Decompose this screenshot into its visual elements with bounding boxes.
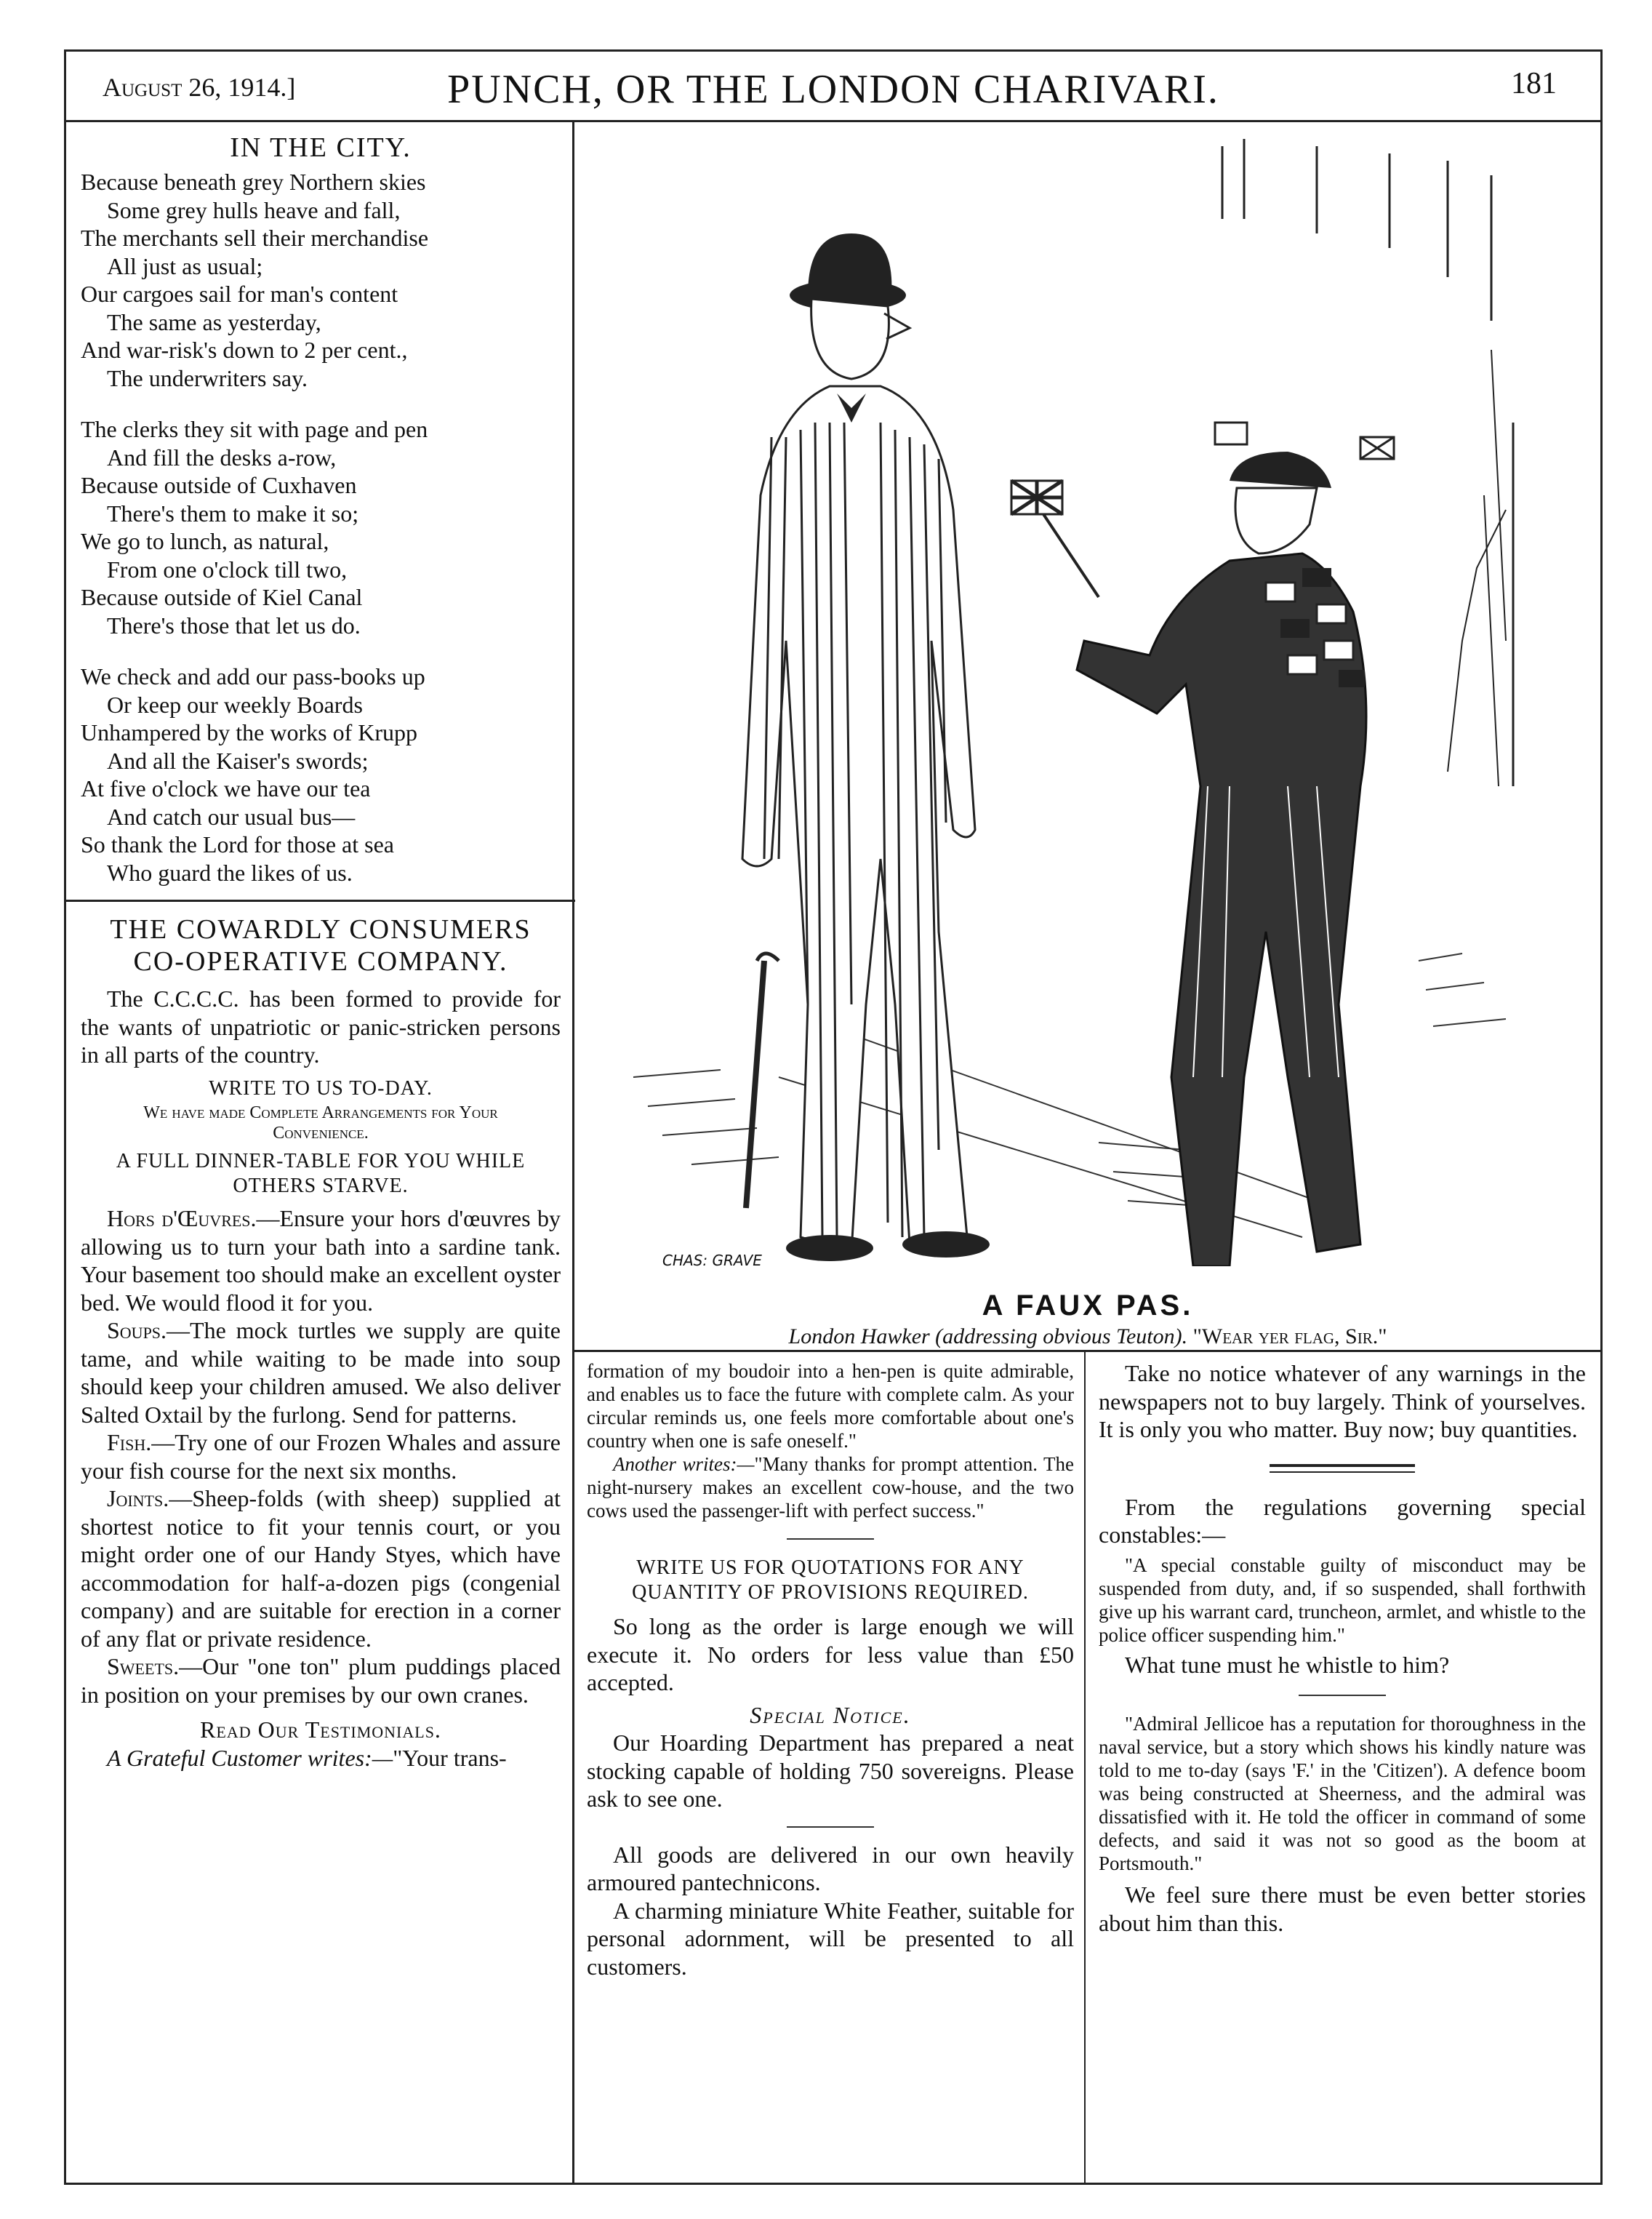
grateful-label: A Grateful Customer writes:— [107,1744,393,1771]
teuton-figure [742,233,990,1261]
artist-signature: CHAS: GRAVE [662,1252,762,1269]
cccc-title [81,913,561,977]
masthead-rule [66,120,1600,122]
fish-text: —Try one of our Frozen Whales and assure your fish course for the next six months. [81,1429,561,1484]
another-label: Another writes:— [613,1453,755,1475]
poem-line: Because outside of Kiel Canal [81,584,363,610]
better-stories: We feel sure there must be even better stories about him than this. [1099,1882,1586,1936]
another-text: "Many thanks for prompt attention. The night-nursery makes an excellent cow-house, and the two cows used the passenger-lift with perfect success." [587,1453,1074,1522]
cartoon-panel [590,132,1586,1348]
union-flag [1011,481,1099,597]
hors-text: —Ensure your hors d'œuvres by allowing us to turn your bath into a sardine tank. Your basement too should make an excellent oyster bed. We would flood it for you. [81,1205,561,1316]
whistle-question: What tune must he whistle to him? [1125,1651,1450,1678]
soups-label: Soups. [107,1317,167,1343]
poem-line: Unhampered by the works of Krupp [81,719,417,745]
joints-text: —Sheep-folds (with sheep) supplied at shortest notice to fit your tennis court, or you might order one of our Handy Styes, which have accommodation for half-a-dozen pigs (congenial company) and are suitable for erection in a corner of any flat or private residence. [81,1485,561,1652]
poem-line: The same as yesterday, [107,308,321,335]
cartoon-caption [590,1324,1586,1349]
sweets-label: Sweets. [107,1653,180,1679]
testimonials-heading: Read Our Testimonials. [200,1716,441,1743]
poem-line: And catch our usual bus— [107,803,356,830]
another-testimonial [587,1452,1074,1522]
dinner-table: A FULL DINNER-TABLE FOR YOU WHILE OTHERS STARVE. [116,1150,526,1197]
soups-text: —The mock turtles we supply are quite tame, and while waiting to be made into soup should keep your children amused. We also deliver Salted Oxtail by the furlong. Send for patterns. [81,1317,561,1428]
poem-line: The merchants sell their merchandise [81,225,429,251]
soups-paragraph [81,1316,561,1428]
poem-line: Because outside of Cuxhaven [81,472,357,498]
hors-paragraph [81,1204,561,1316]
jellicoe-quote: "Admiral Jellicoe has a reputation for thoroughness in the naval service, but a story which shows his kindly nature was told to me to-day (says 'F.' in the 'Citizen'). A defence boom was being constructed at Sheerness, and the admiral was dissatisfied with it. He told the officer in command of some defects, and said it was not so good as the boom at Portsmouth." [1099,1713,1586,1874]
middle-column [587,1359,1074,1980]
newspaper-page [64,49,1603,2185]
publication-title: PUNCH, OR THE LONDON CHARIVARI. [447,67,1219,112]
poem-line: And war-risk's down to 2 per cent., [81,337,408,363]
fish-paragraph [81,1428,561,1484]
goods-text: All goods are delivered in our own heavily armoured pantechnicons. [587,1841,1074,1895]
cccc-title-line: THE COWARDLY CONSUMERS [110,914,532,945]
poem [81,168,561,887]
poem-title: IN THE CITY. [230,132,412,163]
arrangements: We have made Complete Arrangements for Your Convenience. [143,1103,498,1143]
poem-line: Some grey hulls heave and fall, [107,196,401,223]
poem-stanza [81,168,561,392]
special-notice: Special Notice. [750,1701,911,1728]
hawker-figure [1011,423,1394,1266]
hoarding-text: Our Hoarding Department has prepared a neat stocking capable of holding 750 sovereigns. Please ask to see one. [587,1730,1074,1812]
write-to-us: WRITE TO US TO-DAY. [209,1076,433,1100]
poem-line: The clerks they sit with page and pen [81,416,428,442]
section-rule [66,900,575,902]
divider [787,1538,874,1540]
grateful-quote: "Your trans- [393,1744,507,1771]
poem-line: There's those that let us do. [107,612,361,639]
poem-line: Because beneath grey Northern skies [81,169,426,195]
poem-line: At five o'clock we have our tea [81,775,371,801]
poem-line: The underwriters say. [107,364,308,391]
poem-line: Who guard the likes of us. [107,859,353,886]
grateful-customer [81,1744,561,1772]
right-column [1099,1359,1586,1937]
sweets-paragraph [81,1652,561,1708]
masthead [66,52,1600,120]
joints-paragraph [81,1484,561,1652]
poem-line: So thank the Lord for those at sea [81,831,394,857]
left-column [81,132,561,1772]
poem-line: All just as usual; [107,252,263,279]
poem-line: And all the Kaiser's swords; [107,747,369,774]
cccc-title-line: CO-OPERATIVE COMPANY. [133,946,508,977]
page-number: 181 [1511,67,1557,100]
regulations-intro: From the regulations governing special constables:— [1099,1493,1586,1548]
joints-label: Joints. [107,1485,169,1511]
regulations-quote: "A special constable guilty of misconduct may be suspended from duty, and, if so suspended, shall forthwith give up his warrant card, truncheon, armlet, and whistle to the police officer suspending him." [1099,1554,1586,1646]
hat-flag [1215,423,1247,444]
cartoon-title: A FAUX PAS. [982,1290,1194,1322]
double-divider [1270,1464,1415,1473]
column-divider-left [572,122,574,2183]
testimonial-continued: formation of my boudoir into a hen-pen is quite admirable, and enables us to face the future with complete calm. As your circular reminds us, one feels more comfortable about one's country when one is safe oneself." [587,1360,1074,1452]
cartoon-bottom-rule [574,1350,1600,1352]
poem-line: We check and add our pass-books up [81,663,425,689]
sweets-text: —Our "one ton" plum puddings placed in position on your premises by our own cranes. [81,1653,561,1708]
hors-label: Hors d'Œuvres. [107,1205,257,1231]
order-text: So long as the order is large enough we will execute it. No orders for less value than £50 accepted. [587,1613,1074,1695]
quotations-heading: WRITE US FOR QUOTATIONS FOR ANY QUANTITY OF PROVISIONS REQUIRED. [632,1556,1029,1604]
cartoon-illustration [590,132,1586,1266]
poem-stanza [81,415,561,639]
notice-text: Take no notice whatever of any warnings in the newspapers not to buy largely. Think of yourselves. It is only you who matter. Buy now; buy quantities. [1099,1360,1586,1442]
poem-line: We go to lunch, as natural, [81,528,329,554]
poem-line: And fill the desks a-row, [107,444,337,471]
fish-label: Fish. [107,1429,152,1455]
divider [787,1826,874,1828]
poem-line: Our cargoes sail for man's content [81,281,398,307]
poem-line: Or keep our weekly Boards [107,691,363,718]
feather-text: A charming miniature White Feather, suitable for personal adornment, will be presented to all customers. [587,1897,1074,1980]
poem-stanza [81,663,561,887]
caption-speech: "Wear yer flag, Sir." [1192,1324,1387,1348]
poem-line: From one o'clock till two, [107,556,348,583]
column-divider-right [1084,1352,1086,2183]
poem-line: There's them to make it so; [107,500,359,527]
divider [1299,1695,1386,1696]
caption-speaker: London Hawker (addressing obvious Teuton). [788,1324,1188,1348]
issue-date: August 26, 1914.] [103,73,296,102]
cccc-intro: The C.C.C.C. has been formed to provide for the wants of unpatriotic or panic-stricken persons in all parts of the country. [81,985,561,1068]
